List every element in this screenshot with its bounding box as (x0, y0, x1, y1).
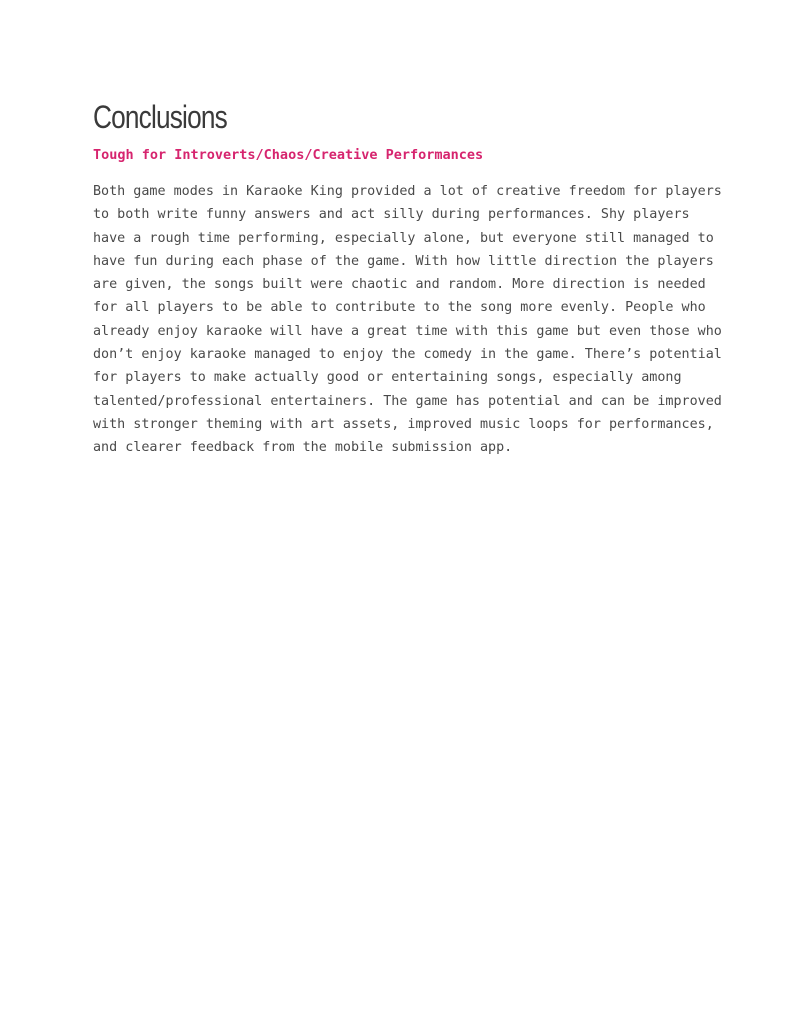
paragraph-line: and clearer feedback from the mobile submission app. (93, 440, 513, 456)
paragraph-line: for all players to be able to contribute to the song more evenly. People who (93, 300, 706, 316)
conclusion-paragraph (93, 180, 722, 460)
paragraph-line: have a rough time performing, especially alone, but everyone still managed to (93, 230, 714, 246)
paragraph-line: Both game modes in Karaoke King provided a lot of creative freedom for players (93, 184, 722, 199)
paragraph-line: talented/professional entertainers. The game has potential and can be improved (93, 393, 722, 409)
paragraph-line: with stronger theming with art assets, improved music loops for performances, (93, 416, 714, 432)
paragraph-line: already enjoy karaoke will have a great time with this game but even those who (93, 323, 722, 339)
paragraph-line: don’t enjoy karaoke managed to enjoy the comedy in the game. There’s potential (93, 347, 722, 363)
section-subtitle: Tough for Introverts/Chaos/Creative Performances (93, 147, 484, 163)
page-title: Conclusions (93, 99, 227, 135)
paragraph-line: are given, the songs built were chaotic and random. More direction is needed (93, 277, 706, 293)
paragraph-line: to both write funny answers and act silly during performances. Shy players (93, 207, 690, 223)
paragraph-line: for players to make actually good or entertaining songs, especially among (93, 370, 682, 386)
paragraph-line: have fun during each phase of the game. With how little direction the players (93, 253, 714, 269)
